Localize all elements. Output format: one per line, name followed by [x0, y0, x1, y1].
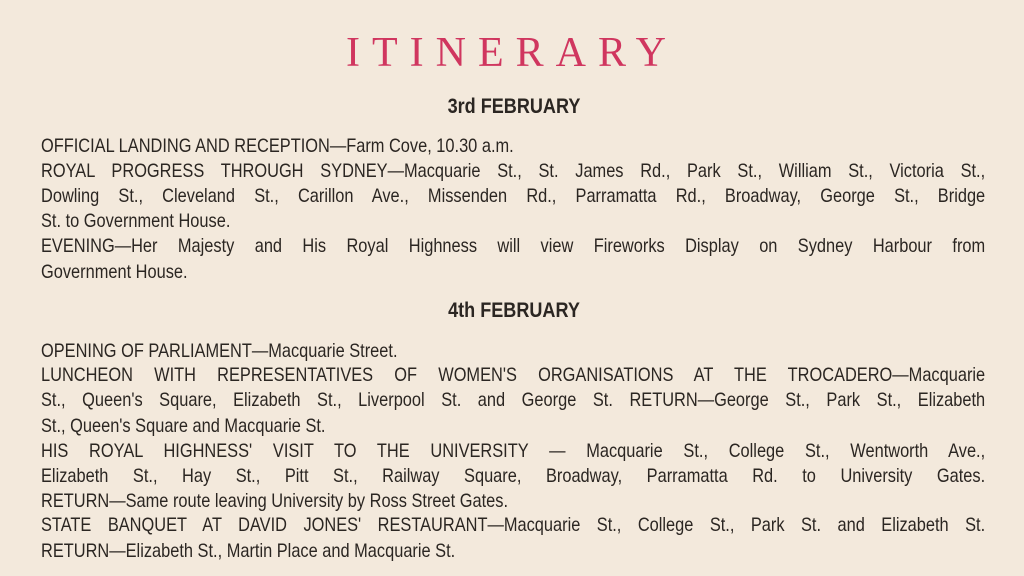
- itinerary-line: LUNCHEON WITH REPRESENTATIVES OF WOMEN'S ORGANISATIONS AT THE TROCADERO—Macquarie: [41, 364, 986, 386]
- itinerary-line: Elizabeth St., Hay St., Pitt St., Railway Square, Broadway, Parramatta Rd. to University Gates.: [41, 465, 986, 487]
- itinerary-line: EVENING—Her Majesty and His Royal Highness will view Fireworks Display on Sydney Harbour from: [41, 235, 986, 257]
- page-title: ITINERARY: [346, 30, 678, 76]
- itinerary-line: Dowling St., Cleveland St., Carillon Ave., Missenden Rd., Parramatta Rd., Broadway, George St., Bridge: [41, 185, 986, 207]
- itinerary-line: RETURN—Same route leaving University by Ross Street Gates.: [41, 490, 509, 512]
- itinerary-line: Government House.: [41, 261, 188, 283]
- itinerary-line: OFFICIAL LANDING AND RECEPTION—Farm Cove, 10.30 a.m.: [41, 135, 514, 157]
- itinerary-line: RETURN—Elizabeth St., Martin Place and Macquarie St.: [41, 540, 456, 562]
- itinerary-line: OPENING OF PARLIAMENT—Macquarie Street.: [41, 340, 398, 362]
- section-date-3rd-february: 3rd FEBRUARY: [447, 95, 581, 118]
- itinerary-line: ROYAL PROGRESS THROUGH SYDNEY—Macquarie St., St. James Rd., Park St., William St., Victoria St.,: [41, 160, 986, 182]
- itinerary-line: St., Queen's Square, Elizabeth St., Liverpool St. and George St. RETURN—George St., Park St., Elizabeth: [41, 389, 986, 411]
- section-date-4th-february: 4th FEBRUARY: [448, 299, 580, 322]
- itinerary-line: HIS ROYAL HIGHNESS' VISIT TO THE UNIVERSITY — Macquarie St., College St., Wentworth Ave.,: [41, 440, 986, 462]
- itinerary-line: St. to Government House.: [41, 210, 231, 232]
- itinerary-line: St., Queen's Square and Macquarie St.: [41, 415, 326, 437]
- itinerary-line: STATE BANQUET AT DAVID JONES' RESTAURANT—Macquarie St., College St., Park St. and Elizabeth St.: [41, 514, 986, 536]
